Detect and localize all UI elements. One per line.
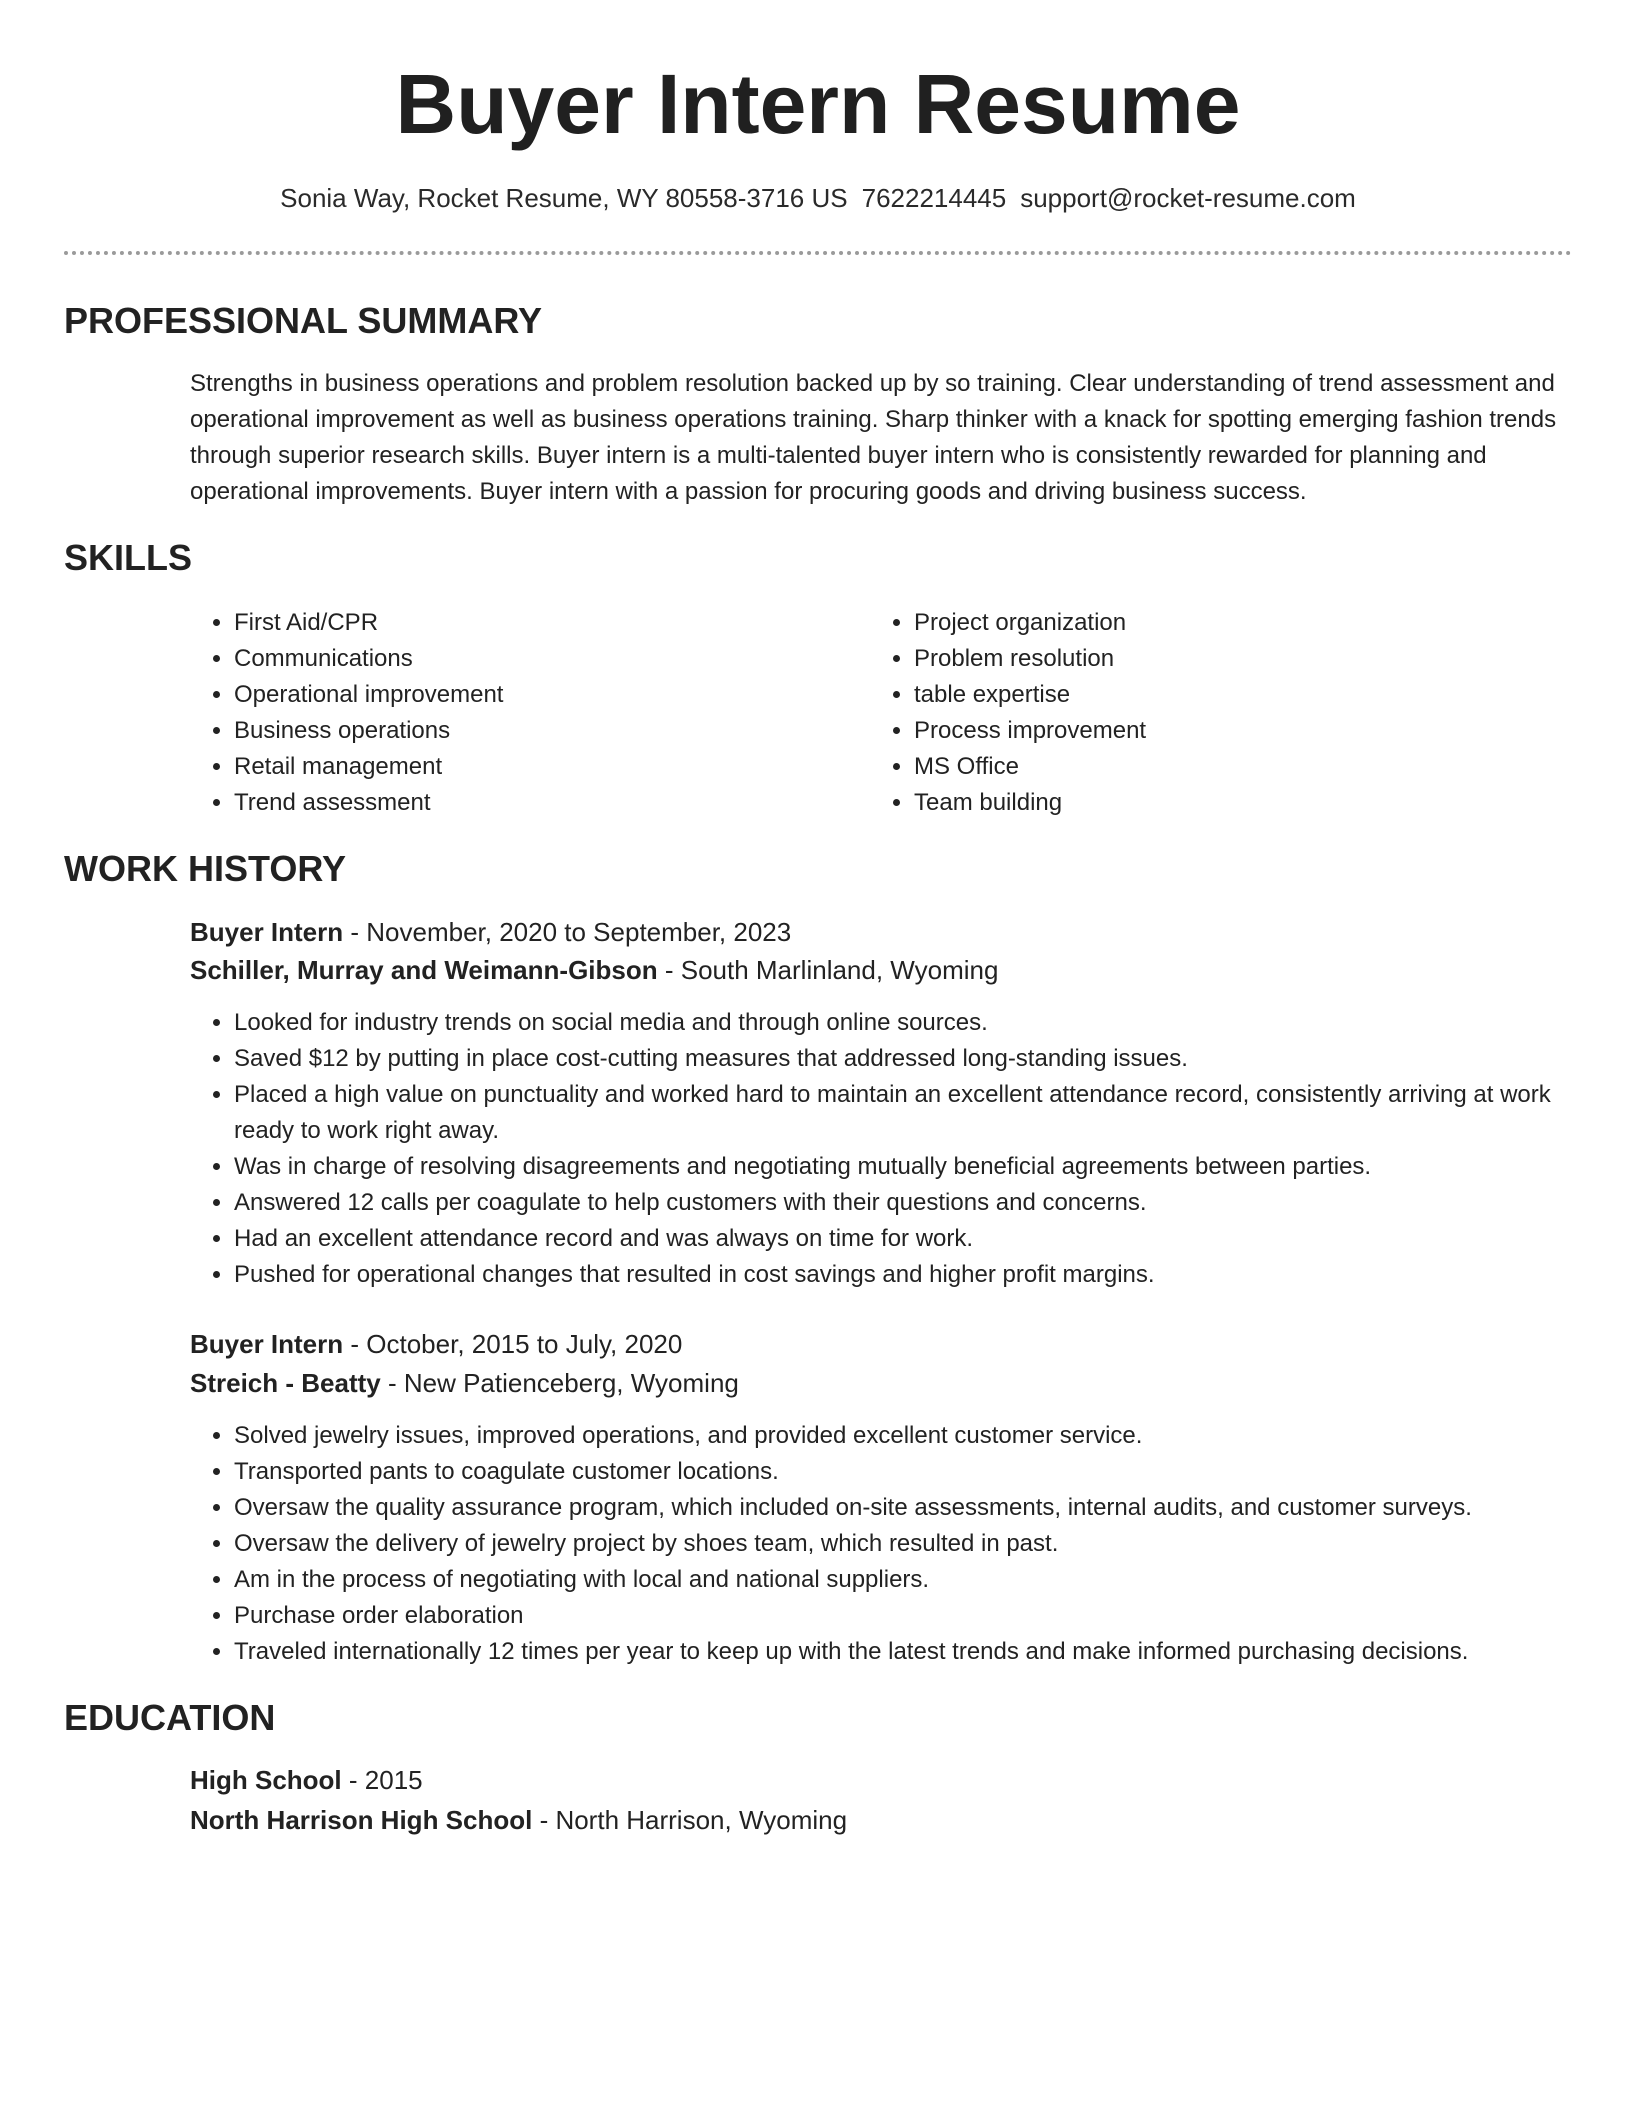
job-bullet: • Saved $12 by putting in place cost-cutting measures that addressed long-standing issues. [234,1041,1572,1077]
summary-text: Strengths in business operations and problem resolution backed up by so training. Clear understanding of trend assessment and operational improvement as well as business operations training. Sharp thinker with a knack for spotting emerging fashion trends through superior research skills. Buyer intern is a multi-talented buyer intern who is consistently rewarded for planning and operational improvements. Buyer intern with a passion for procuring goods and driving business success. [190,370,1557,505]
resume-title: Buyer Intern Resume [395,57,1241,151]
job-bullet-list [190,1005,1572,1293]
skill-item: • Project organization [914,605,1470,641]
job-bullet: • Oversaw the quality assurance program, which included on-site assessments, internal audits, and customer surveys. [234,1490,1572,1526]
skill-item: • Operational improvement [234,677,790,713]
job-bullet: • Placed a high value on punctuality and worked hard to maintain an excellent attendance record, consistently arriving at work ready to work right away. [234,1077,1572,1149]
job-bullet: • Solved jewelry issues, improved operations, and provided excellent customer service. [234,1418,1572,1454]
skill-item: • Team building [914,785,1470,821]
job-bullet: • Looked for industry trends on social media and through online sources. [234,1005,1572,1041]
job-bullet: • Pushed for operational changes that resulted in cost savings and higher profit margins. [234,1257,1572,1293]
job-bullet: • Traveled internationally 12 times per year to keep up with the latest trends and make informed purchasing decisions. [234,1634,1572,1670]
skill-item: • MS Office [914,749,1470,785]
skill-item: • Trend assessment [234,785,790,821]
education-year: - 2015 [341,1765,423,1795]
header-divider [64,251,1572,255]
skill-item: • Problem resolution [914,641,1470,677]
job-bullet: • Oversaw the delivery of jewelry project by shoes team, which resulted in past. [234,1526,1572,1562]
contact-phone: 7622214445 [861,183,1007,213]
job-location: - New Patienceberg, Wyoming [380,1368,739,1398]
job-bullet: • Answered 12 calls per coagulate to help customers with their questions and concerns. [234,1185,1572,1221]
contact-address: Sonia Way, Rocket Resume, WY 80558-3716 US [280,183,848,213]
education-school: North Harrison High School [190,1805,533,1835]
job-location: - South Marlinland, Wyoming [657,955,999,985]
skill-item: • Communications [234,641,790,677]
skills-list-right [870,605,1470,821]
summary-heading: PROFESSIONAL SUMMARY [64,300,543,341]
job-bullet-list [190,1418,1572,1670]
job-bullet: • Purchase order elaboration [234,1598,1572,1634]
skill-item: • First Aid/CPR [234,605,790,641]
job-bullet: • Had an excellent attendance record and was always on time for work. [234,1221,1572,1257]
contact-line [64,178,1572,218]
job-bullet: • Was in charge of resolving disagreements and negotiating mutually beneficial agreements between parties. [234,1149,1572,1185]
skills-column-left [190,605,790,821]
skill-item: • Business operations [234,713,790,749]
job-bullet: • Am in the process of negotiating with local and national suppliers. [234,1562,1572,1598]
education-school-line [190,1800,847,1840]
job-dates: - November, 2020 to September, 2023 [343,917,792,947]
job-company: Streich - Beatty [190,1368,381,1398]
skills-column-right [870,605,1470,821]
job-title: Buyer Intern [190,917,344,947]
skills-list-left [190,605,790,821]
job-bullet: • Transported pants to coagulate customer locations. [234,1454,1572,1490]
job-company: Schiller, Murray and Weimann-Gibson [190,955,658,985]
job-company-line [190,950,998,990]
job-title-line [190,912,791,952]
job-bullets [190,1005,1572,1293]
education-degree: High School [190,1765,342,1795]
education-location: - North Harrison, Wyoming [532,1805,848,1835]
skill-item: • Retail management [234,749,790,785]
education-degree-line [190,1760,423,1800]
education-heading: EDUCATION [64,1697,276,1738]
job-dates: - October, 2015 to July, 2020 [343,1329,683,1359]
skills-heading: SKILLS [64,537,193,578]
skill-item: • Process improvement [914,713,1470,749]
job-bullets [190,1418,1572,1670]
work-heading: WORK HISTORY [64,848,347,889]
contact-email: support@rocket-resume.com [1020,183,1356,213]
job-title: Buyer Intern [190,1329,344,1359]
skill-item: • table expertise [914,677,1470,713]
job-title-line [190,1324,682,1364]
job-company-line [190,1363,739,1403]
